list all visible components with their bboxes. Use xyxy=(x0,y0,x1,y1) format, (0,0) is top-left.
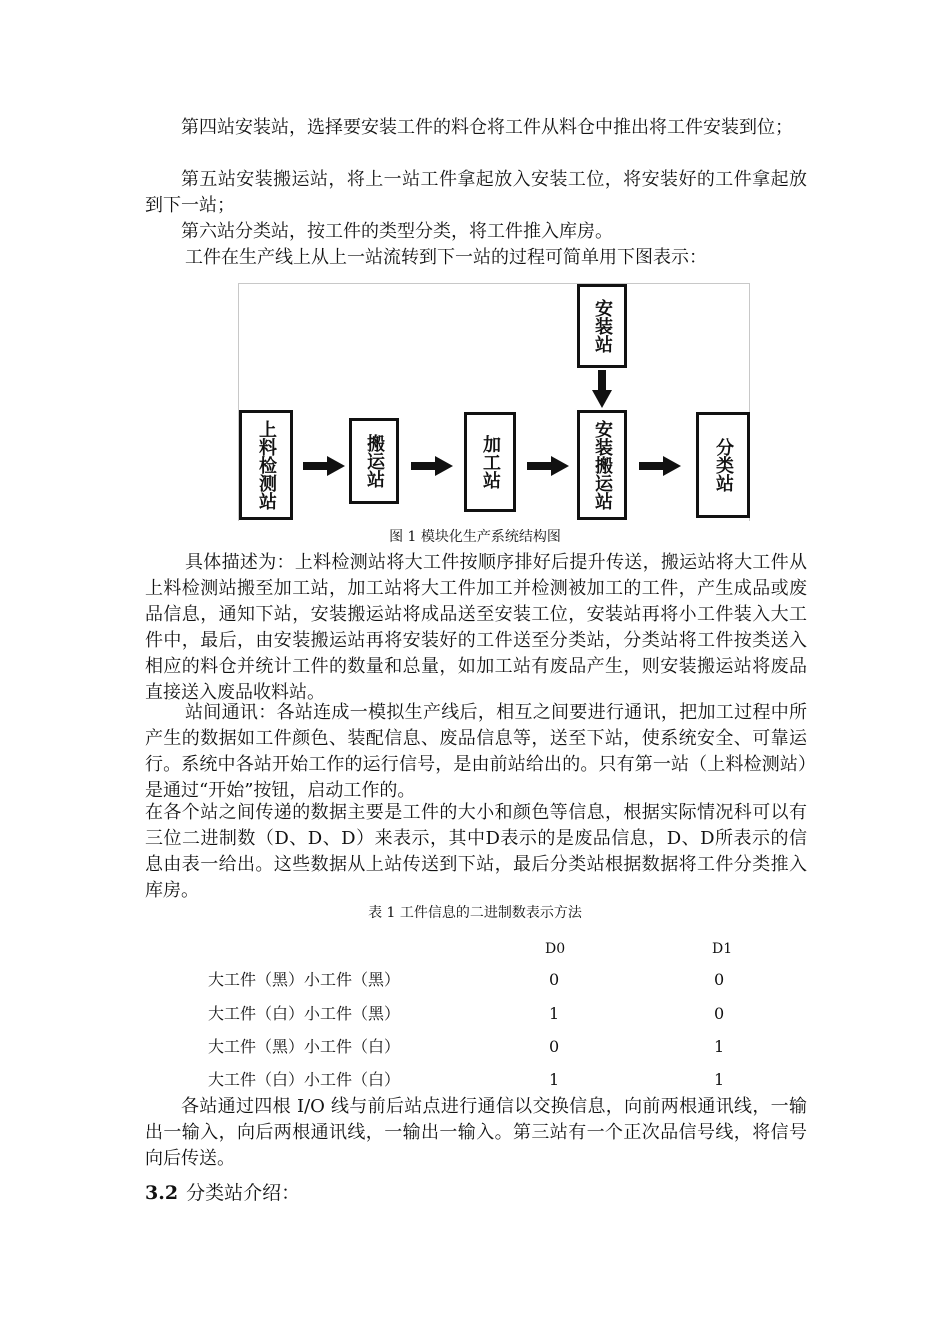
table-cell-d1: 0 xyxy=(714,970,725,989)
box-loading-inspection-station: 上料检测站 xyxy=(239,410,293,520)
paragraph-station5: 第五站安装搬运站，将上一站工件拿起放入安装工位，将安装好的工件拿起放到下一站； xyxy=(145,169,807,216)
table-header-d0: D0 xyxy=(545,941,566,957)
paragraph-data-transfer: 在各个站之间传递的数据主要是工件的大小和颜色等信息，根据实际情况科可以有三位二进制数（D、D、D）来表示，其中D表示的是废品信息，D、D所表示的信息由表一给出。这些数据从上站传送到下站，最后分类站根据数据将工件分类推入库房。 xyxy=(145,802,807,901)
table-row-label: 大工件（黑）小工件（白） xyxy=(208,1037,401,1056)
paragraph-station4: 第四站安装站，选择要安装工件的料仓将工件从料仓中推出将工件安装到位； xyxy=(181,117,793,138)
arrow-right-icon xyxy=(639,456,681,476)
box-sorting-station: 分类站 xyxy=(696,412,750,518)
table-caption: 表 1 工件信息的二进制数表示方法 xyxy=(368,905,582,921)
box-processing-station: 加工站 xyxy=(464,412,516,512)
paragraph-description: 具体描述为：上料检测站将大工件按顺序排好后提升传送，搬运站将大工件从上料检测站搬至加工站，加工站将大工件加工并检测被加工的工件，产生成品或废品信息，通知下站，安装搬运站将成品送至安装工位，安装站再将小工件装入大工件中，最后，由安装搬运站再将安装好的工件送至分类站，分类站将工件按类送入相应的料仓并统计工件的数量和总量，如加工站有废品产生，则安装搬运站将废品直接送入废品收料站。 xyxy=(145,552,807,703)
arrow-right-icon xyxy=(411,456,453,476)
paragraph-communication: 站间通讯：各站连成一模拟生产线后，相互之间要进行通讯，把加工过程中所产生的数据如工件颜色、装配信息、废品信息等，送至下站，使系统安全、可靠运行。系统中各站开始工作的运行信号，是由前站给出的。只有第一站（上料检测站）是通过“开始”按钮，启动工作的。 xyxy=(145,702,807,801)
table-row-label: 大工件（白）小工件（白） xyxy=(208,1070,401,1089)
paragraph-io-lines: 各站通过四根 I/O 线与前后站点进行通信以交换信息，向前两根通讯线，一输出一输入，向后两根通讯线，一输出一输入。第三站有一个正次品信号线，将信号向后传送。 xyxy=(145,1096,807,1169)
table-cell-d1: 1 xyxy=(714,1070,725,1089)
section-title: 分类站介绍： xyxy=(186,1182,301,1204)
table-cell-d1: 1 xyxy=(714,1037,725,1056)
table-cell-d0: 0 xyxy=(549,970,560,989)
table-cell-d1: 0 xyxy=(714,1004,725,1023)
table-cell-d0: 0 xyxy=(549,1037,560,1056)
section-heading xyxy=(145,1180,300,1206)
box-install-transfer-station: 安装搬运站 xyxy=(577,410,627,520)
table-header-d1: D1 xyxy=(712,941,733,957)
table-cell-d0: 1 xyxy=(549,1070,560,1089)
paragraph-diagram-intro: 工件在生产线上从上一站流转到下一站的过程可简单用下图表示： xyxy=(185,247,707,268)
system-structure-diagram xyxy=(238,283,750,521)
paragraph-station6: 第六站分类站，按工件的类型分类，将工件推入库房。 xyxy=(181,221,613,242)
table-row-label: 大工件（黑）小工件（黑） xyxy=(208,970,401,989)
arrow-right-icon xyxy=(527,456,569,476)
box-install-station: 安装站 xyxy=(577,284,627,368)
figure-caption: 图 1 模块化生产系统结构图 xyxy=(389,529,561,545)
arrow-down-icon xyxy=(592,370,612,408)
arrow-right-icon xyxy=(303,456,345,476)
table-cell-d0: 1 xyxy=(549,1004,560,1023)
table-row-label: 大工件（白）小工件（黑） xyxy=(208,1004,401,1023)
section-number: 3.2 xyxy=(145,1182,179,1204)
box-transfer-station: 搬运站 xyxy=(349,418,399,504)
